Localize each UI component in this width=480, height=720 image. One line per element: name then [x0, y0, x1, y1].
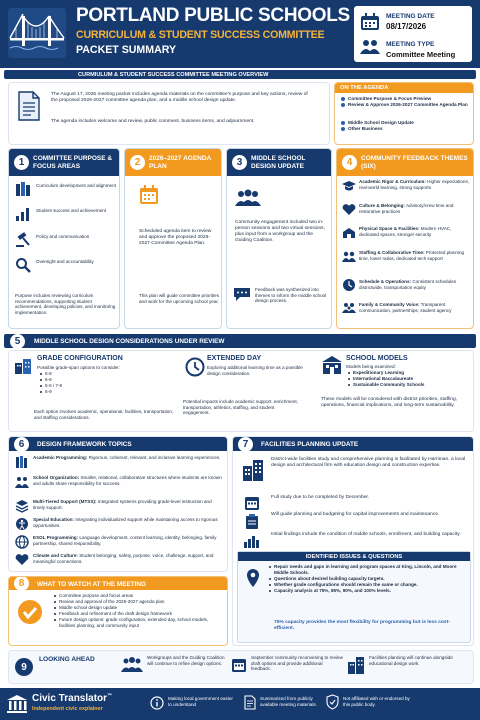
accessibility-icon [15, 517, 29, 531]
section-5-banner [4, 334, 476, 348]
topic-title: ESOL Programming: [33, 535, 79, 540]
school-model: International Baccalaureate [347, 376, 472, 382]
watch-item: Review and approval of the 2026-2027 agenda plan [53, 599, 225, 605]
people-icon [360, 39, 380, 55]
framework-topic [33, 535, 223, 546]
framework-topic [33, 499, 223, 510]
school-models-footnote: These models will be considered with district priorities, staffing, operations, financial implications, and long-term sustainability. [321, 397, 458, 409]
grade-config-footnote: Each option involves academic, operational, facilities, transportation, and staffing considerations. [34, 409, 174, 420]
section-title: 2026–2027 AGENDA PLAN [149, 155, 212, 170]
meeting-date: 08/17/2026 [386, 22, 427, 31]
theme-detail: Advisory/crew time and restorative practices [359, 203, 454, 214]
section-number: 7 [238, 437, 253, 452]
buildings-icon [14, 358, 32, 374]
heart-icon [342, 204, 356, 216]
grade-option: 6-8 [39, 377, 119, 383]
issue-item: Whether grade configurations should remain the same or change. [268, 582, 466, 588]
agenda-list-rest [341, 120, 471, 132]
topic-detail: Language development, content learning, identity, belonging, family partnership, shared responsibility. [33, 535, 217, 546]
agenda-item: • Committee Purpose & Focus Preview [341, 96, 471, 102]
buildings-icon [347, 656, 365, 674]
clock-icon [342, 278, 356, 292]
overview-paragraph-1: The August 17, 2026 meeting packet includes agenda materials on the committee's purpose and key actions, review of the proposed 2026-2027 committee agenda plan, and a middle school design update. [51, 92, 308, 104]
bridge-logo-icon [8, 8, 66, 58]
building-icon [342, 227, 356, 239]
facilities-item: District-wide facilities study and comprehensive planning is facilitated by Harriman, a local design and architectural firm with education design and construction expertise. [271, 457, 466, 469]
focus-item: Oversight and accountability [36, 259, 94, 264]
school-models-intro: Models being examined: [346, 364, 396, 369]
grade-options-list [39, 371, 119, 395]
grade-option: 5-8 [39, 371, 119, 377]
topic-detail: Smaller, relational, collaborative structures where students are known and adults share responsibility for success. [33, 475, 222, 486]
issues-note: 75% capacity provides the most flexibility for programming but is less cost-efficient. [274, 620, 450, 631]
footer-tagline: Independent civic explainer [32, 706, 103, 712]
extended-day-body: Exploring additional learning time as a possible design consideration. [207, 365, 303, 376]
issue-item: Questions about desired building capacity targets. [268, 576, 466, 582]
meeting-type: Committee Meeting [386, 50, 456, 59]
section-number: 9 [15, 658, 33, 676]
theme-title: Family & Community Voice: [359, 302, 420, 307]
facilities-item: Initial findings include the condition of middle schools, enrollment, and building capacity. [271, 532, 461, 537]
section-number: 5 [10, 334, 25, 349]
section-6-card [8, 436, 228, 572]
header [0, 0, 480, 68]
looking-ahead-item: Workgroups and the Guiding Coalition will continue to refine design options. [147, 655, 225, 666]
agenda-item: • Review & Approve 2026-2027 Committee Agenda Plan [341, 102, 471, 108]
bar-chart-icon [243, 534, 261, 548]
grade-config-title: GRADE CONFIGURATION [37, 355, 123, 362]
grade-option: 5-6 / 7-8 [39, 383, 119, 389]
group-icon [235, 189, 261, 207]
grade-option: 6-9 [39, 389, 119, 395]
group-icon [15, 475, 29, 489]
section-title: LOOKING AHEAD [39, 656, 95, 663]
theme-title: Physical Space & Facilities: [359, 226, 420, 231]
school-model: Expeditionary Learning [347, 370, 472, 376]
watch-item: Committee purpose and focus areas [53, 593, 225, 599]
theme-item [359, 226, 471, 237]
info-icon [150, 696, 164, 710]
calendar-icon [231, 657, 247, 673]
watch-item: Feedback and refinement of the draft design framework [53, 611, 225, 617]
footer-note-2: Summarized from publicly available meeting materials. [260, 696, 317, 707]
theme-detail: Modern HVAC, dedicated spaces, stronger security [359, 226, 452, 237]
footer-note-1: Making local government easier to understand [168, 696, 233, 707]
watch-list [53, 593, 225, 628]
section-1-card [8, 148, 120, 329]
group-icon [121, 657, 143, 673]
overview-banner-text: CURMIULUM & STUDENT SUCCESS COMMITTEE MEETING OVERVIEW [78, 71, 269, 78]
section-7-card [232, 436, 474, 646]
calendar-icon [244, 495, 260, 511]
framework-topic [33, 553, 223, 564]
section-4-card [336, 148, 474, 329]
overview-paragraph-2: The agenda includes welcome and review, public comment, business items, and adjournment. [51, 119, 255, 124]
extended-day-footnote: Potential impacts include academic support, enrichment, transportation, athletics, staffing, and student engagement. [183, 399, 298, 416]
agenda-item: • Middle School Design Update [341, 120, 471, 126]
section-title: WHAT TO WATCH AT THE MEETING [37, 580, 146, 588]
section-number: 3 [232, 155, 247, 170]
section-2-body: Scheduled agenda item to review and approve the proposed 2026-2027 Committee Agenda Plan. [139, 229, 212, 247]
topic-detail: Integrating individualized support while maintaining access to rigorous opportunities. [33, 517, 218, 528]
meeting-info-box [354, 6, 472, 62]
topic-title: School Organization: [33, 475, 80, 480]
graduation-cap-icon [342, 180, 356, 192]
theme-item [359, 179, 471, 190]
section-number: 8 [14, 576, 29, 591]
theme-item [359, 203, 471, 214]
school-icon [321, 355, 343, 375]
section-title: COMMITTEE PURPOSE & FOCUS AREAS [33, 155, 113, 170]
footer-brand [32, 693, 112, 704]
school-model: Sustainable Community Schools [347, 382, 472, 388]
focus-item: Policy and communication [36, 234, 90, 239]
meeting-type-label: MEETING TYPE [386, 41, 435, 48]
theme-item [359, 250, 471, 261]
section-1-footnote: Purpose includes reviewing curriculum recommendations, supporting student achievement, developing policies, and monitoring implementation. [15, 293, 116, 315]
school-models-list [347, 370, 472, 388]
agenda-list [341, 96, 471, 108]
issue-item: Repair needs and gaps in learning and program spaces at King, Lincoln, and Moore Middle Schools. [268, 564, 466, 576]
topic-title: Special Education: [33, 517, 75, 522]
theme-title: Schedule & Operations: [359, 279, 412, 284]
topic-title: Climate and Culture: [33, 553, 78, 558]
shield-icon [326, 694, 339, 710]
section-5-card [8, 350, 474, 432]
document-icon [244, 695, 256, 710]
issues-title: IDENTIFIED ISSUES & QUESTIONS [305, 553, 403, 560]
section-2-card [124, 148, 222, 329]
subtitle-committee: CURRICULUM & STUDENT SUCCESS COMMITTEE [76, 29, 325, 41]
agenda-card [334, 82, 474, 145]
calendar-icon [360, 13, 380, 31]
section-number: 6 [14, 437, 29, 452]
section-title: DESIGN FRAMEWORK TOPICS [37, 441, 132, 448]
section-9-card [8, 650, 474, 684]
checkmark-icon [17, 599, 43, 625]
framework-topic [33, 517, 223, 528]
page-title: PORTLAND PUBLIC SCHOOLS [76, 5, 350, 26]
family-icon [342, 302, 356, 314]
section-2-footnote: This plan will guide committee priorities and work for the upcoming school year. [139, 293, 219, 304]
issues-box [237, 551, 471, 643]
grade-config-intro: Possible grade-span options to consider: [37, 365, 120, 370]
topic-detail: Rigorous, coherent, relevant, and inclusive learning experiences. [88, 455, 221, 460]
theme-title: Staffing & Collaborative Time: [359, 250, 425, 255]
calendar-icon [139, 185, 159, 205]
school-models-title: SCHOOL MODELS [346, 355, 408, 362]
section-8-card [8, 576, 228, 646]
theme-detail: Transparent communication, partnerships, student agency [359, 302, 452, 313]
theme-item [359, 279, 471, 290]
gavel-icon [15, 232, 31, 248]
topic-title: Multi-Tiered Support (MTSS): [33, 499, 97, 504]
subtitle-packet: PACKET SUMMARY [76, 44, 177, 56]
framework-topic [33, 475, 223, 486]
document-icon [17, 91, 41, 121]
globe-icon [15, 535, 29, 549]
facilities-item: Full study due to be completed by December. [271, 495, 370, 500]
agenda-item: • Other Business [341, 126, 471, 132]
focus-item: Student success and achievement [36, 208, 106, 213]
layers-icon [15, 499, 29, 513]
agenda-title: ON THE AGENDA [340, 85, 389, 91]
clock-icon [185, 357, 205, 377]
theme-detail: Consistent schedules districtwide, transportation equity [359, 279, 457, 290]
theme-item [359, 302, 471, 313]
translator-logo-icon [6, 694, 28, 714]
overview-card [8, 82, 330, 145]
section-number: 1 [14, 155, 29, 170]
speech-bubble-icon [233, 287, 251, 302]
books-icon [15, 455, 29, 469]
framework-topic [33, 455, 223, 461]
section-3-footnote: Feedback was synthesized into themes to inform the middle school design process. [255, 287, 327, 304]
section-number: 2 [130, 155, 145, 170]
meeting-date-label: MEETING DATE [386, 13, 435, 20]
brand-name: Civic Translator [32, 693, 108, 704]
topic-detail: Integrated systems providing grade-level instruction and timely support. [33, 499, 212, 510]
section-title: MIDDLE SCHOOL DESIGN UPDATE [251, 155, 306, 170]
magnifier-icon [15, 257, 31, 273]
theme-detail: Protected planning time, lower ratios, dedicated tech support [359, 250, 465, 261]
section-3-body: Community engagement included two in-person sessions and two virtual sessions, plus input from a workgroup and the Guiding Coalition. [235, 220, 325, 244]
looking-ahead-item: September community reconvening to review draft options and provide additional feedback. [251, 655, 343, 672]
theme-detail: Higher expectations, real-world learning, strong supports [359, 179, 470, 190]
watch-item: Middle school design update [53, 605, 225, 611]
section-3-card [226, 148, 332, 329]
theme-title: Academic Rigor & Curriculum: [359, 179, 426, 184]
focus-item: Curriculum development and alignment [36, 183, 116, 188]
topic-detail: Student belonging, safety, purpose, voice, challenge, support, and meaningful connections. [33, 553, 214, 564]
section-title: MIDDLE SCHOOL DESIGN CONSIDERATIONS UNDER REVIEW [34, 338, 225, 345]
extended-day-title: EXTENDED DAY [207, 355, 262, 362]
watch-item: Future design options: grade configuration, extended day, school models, facilities planning, and community input [53, 617, 225, 629]
theme-title: Culture & Belonging: [359, 203, 405, 208]
bar-chart-icon [15, 206, 31, 222]
buildings-icon [242, 459, 264, 481]
footer [0, 688, 480, 720]
section-title: FACILITIES PLANNING UPDATE [261, 441, 359, 448]
trademark: ™ [107, 693, 113, 699]
map-pin-icon [244, 568, 262, 588]
heart-icon [15, 554, 29, 566]
facilities-item: Will guide planning and budgeting for capital improvements and maintenance. [271, 512, 440, 517]
looking-ahead-item: Facilities planning will continue alongside educational design work. [369, 655, 453, 666]
section-number: 4 [342, 155, 357, 170]
overview-banner [4, 70, 476, 79]
books-icon [15, 181, 31, 197]
topic-title: Academic Programming: [33, 455, 88, 460]
clipboard-icon [245, 514, 259, 530]
section-title: COMMUNITY FEEDBACK THEMES (SIX) [361, 155, 468, 170]
issue-item: Capacity analysis at 75%, 85%, 90%, and 100% levels. [268, 588, 466, 594]
footer-note-3: Not affiliated with or endorsed by this public body. [343, 696, 410, 707]
issues-list [268, 564, 466, 594]
staff-icon [342, 251, 356, 263]
